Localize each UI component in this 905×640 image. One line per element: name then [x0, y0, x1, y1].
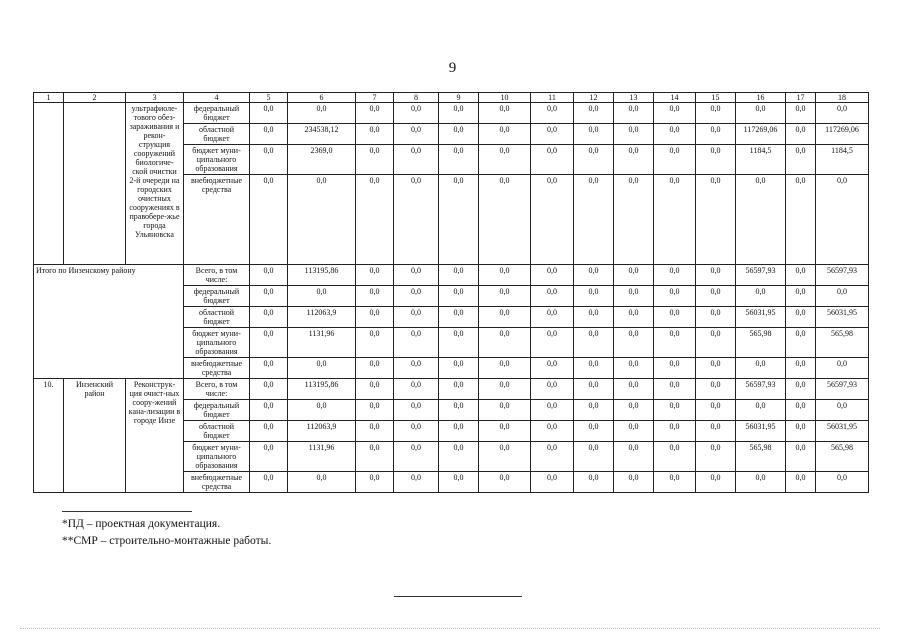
value-cell-col-15: 0,0	[696, 400, 736, 421]
funding-source-label: областной бюджет	[184, 124, 250, 145]
value-cell-col-7: 0,0	[356, 379, 394, 400]
row-number-cell	[34, 103, 64, 265]
value-cell-col-12: 0,0	[574, 379, 614, 400]
value-cell-col-10: 0,0	[479, 442, 531, 472]
funding-source-label: внебюджетные средства	[184, 472, 250, 493]
value-cell-col-16: 565,98	[736, 442, 786, 472]
value-cell-col-9: 0,0	[439, 421, 479, 442]
value-cell-col-11: 0,0	[531, 286, 574, 307]
value-cell-col-14: 0,0	[654, 421, 696, 442]
value-cell-col-16: 56597,93	[736, 265, 786, 286]
value-cell-col-12: 0,0	[574, 175, 614, 265]
value-cell-col-9: 0,0	[439, 328, 479, 358]
value-cell-col-8: 0,0	[394, 145, 439, 175]
value-cell-col-7: 0,0	[356, 145, 394, 175]
value-cell-col-15: 0,0	[696, 175, 736, 265]
value-cell-col-13: 0,0	[614, 265, 654, 286]
value-cell-col-18: 0,0	[816, 103, 869, 124]
value-cell-col-6: 0,0	[288, 175, 356, 265]
value-cell-col-17: 0,0	[786, 145, 816, 175]
value-cell-col-5: 0,0	[250, 286, 288, 307]
value-cell-col-8: 0,0	[394, 265, 439, 286]
value-cell-col-12: 0,0	[574, 442, 614, 472]
column-number: 15	[696, 93, 736, 103]
value-cell-col-14: 0,0	[654, 358, 696, 379]
value-cell-col-7: 0,0	[356, 307, 394, 328]
value-cell-col-10: 0,0	[479, 472, 531, 493]
value-cell-col-14: 0,0	[654, 472, 696, 493]
value-cell-col-13: 0,0	[614, 400, 654, 421]
value-cell-col-14: 0,0	[654, 307, 696, 328]
value-cell-col-6: 2369,0	[288, 145, 356, 175]
value-cell-col-15: 0,0	[696, 328, 736, 358]
value-cell-col-15: 0,0	[696, 421, 736, 442]
value-cell-col-18: 0,0	[816, 472, 869, 493]
value-cell-col-7: 0,0	[356, 286, 394, 307]
value-cell-col-13: 0,0	[614, 328, 654, 358]
value-cell-col-18: 56031,95	[816, 421, 869, 442]
value-cell-col-15: 0,0	[696, 145, 736, 175]
value-cell-col-6: 0,0	[288, 400, 356, 421]
value-cell-col-8: 0,0	[394, 175, 439, 265]
row-number-cell: 10.	[34, 379, 64, 493]
table-row	[34, 379, 869, 400]
value-cell-col-6: 112063,9	[288, 421, 356, 442]
value-cell-col-10: 0,0	[479, 124, 531, 145]
value-cell-col-17: 0,0	[786, 124, 816, 145]
value-cell-col-13: 0,0	[614, 175, 654, 265]
value-cell-col-15: 0,0	[696, 103, 736, 124]
value-cell-col-7: 0,0	[356, 400, 394, 421]
column-number: 10	[479, 93, 531, 103]
value-cell-col-7: 0,0	[356, 265, 394, 286]
value-cell-col-17: 0,0	[786, 307, 816, 328]
value-cell-col-12: 0,0	[574, 124, 614, 145]
value-cell-col-12: 0,0	[574, 286, 614, 307]
value-cell-col-7: 0,0	[356, 124, 394, 145]
value-cell-col-8: 0,0	[394, 307, 439, 328]
value-cell-col-18: 565,98	[816, 328, 869, 358]
value-cell-col-9: 0,0	[439, 145, 479, 175]
value-cell-col-15: 0,0	[696, 358, 736, 379]
value-cell-col-11: 0,0	[531, 307, 574, 328]
value-cell-col-16: 1184,5	[736, 145, 786, 175]
value-cell-col-15: 0,0	[696, 442, 736, 472]
value-cell-col-8: 0,0	[394, 472, 439, 493]
value-cell-col-10: 0,0	[479, 358, 531, 379]
value-cell-col-16: 0,0	[736, 358, 786, 379]
value-cell-col-16: 0,0	[736, 175, 786, 265]
value-cell-col-16: 56597,93	[736, 379, 786, 400]
value-cell-col-18: 0,0	[816, 175, 869, 265]
value-cell-col-15: 0,0	[696, 265, 736, 286]
value-cell-col-17: 0,0	[786, 358, 816, 379]
value-cell-col-10: 0,0	[479, 175, 531, 265]
value-cell-col-13: 0,0	[614, 103, 654, 124]
value-cell-col-13: 0,0	[614, 358, 654, 379]
value-cell-col-14: 0,0	[654, 286, 696, 307]
footnotes	[62, 516, 271, 550]
value-cell-col-18: 117269,06	[816, 124, 869, 145]
value-cell-col-11: 0,0	[531, 103, 574, 124]
column-number: 2	[64, 93, 126, 103]
value-cell-col-18: 1184,5	[816, 145, 869, 175]
value-cell-col-16: 0,0	[736, 286, 786, 307]
value-cell-col-11: 0,0	[531, 145, 574, 175]
value-cell-col-6: 234538,12	[288, 124, 356, 145]
column-number: 18	[816, 93, 869, 103]
value-cell-col-11: 0,0	[531, 472, 574, 493]
value-cell-col-8: 0,0	[394, 379, 439, 400]
column-number: 17	[786, 93, 816, 103]
value-cell-col-18: 0,0	[816, 358, 869, 379]
value-cell-col-12: 0,0	[574, 328, 614, 358]
value-cell-col-9: 0,0	[439, 358, 479, 379]
value-cell-col-5: 0,0	[250, 103, 288, 124]
column-number: 13	[614, 93, 654, 103]
value-cell-col-17: 0,0	[786, 400, 816, 421]
value-cell-col-17: 0,0	[786, 472, 816, 493]
value-cell-col-5: 0,0	[250, 358, 288, 379]
value-cell-col-11: 0,0	[531, 400, 574, 421]
value-cell-col-13: 0,0	[614, 442, 654, 472]
value-cell-col-10: 0,0	[479, 265, 531, 286]
value-cell-col-10: 0,0	[479, 286, 531, 307]
value-cell-col-8: 0,0	[394, 328, 439, 358]
value-cell-col-15: 0,0	[696, 379, 736, 400]
value-cell-col-18: 0,0	[816, 400, 869, 421]
value-cell-col-10: 0,0	[479, 400, 531, 421]
value-cell-col-14: 0,0	[654, 103, 696, 124]
value-cell-col-18: 0,0	[816, 286, 869, 307]
value-cell-col-8: 0,0	[394, 442, 439, 472]
funding-source-label: федеральный бюджет	[184, 286, 250, 307]
value-cell-col-9: 0,0	[439, 442, 479, 472]
district-cell	[64, 103, 126, 265]
funding-source-label: областной бюджет	[184, 307, 250, 328]
value-cell-col-17: 0,0	[786, 328, 816, 358]
column-number: 7	[356, 93, 394, 103]
value-cell-col-7: 0,0	[356, 328, 394, 358]
value-cell-col-18: 56597,93	[816, 379, 869, 400]
value-cell-col-9: 0,0	[439, 286, 479, 307]
budget-table	[33, 92, 869, 493]
value-cell-col-8: 0,0	[394, 358, 439, 379]
value-cell-col-12: 0,0	[574, 400, 614, 421]
value-cell-col-9: 0,0	[439, 307, 479, 328]
value-cell-col-13: 0,0	[614, 124, 654, 145]
funding-source-label: бюджет муни-ципального образования	[184, 328, 250, 358]
footnote-smr: **СМР – строительно-монтажные работы.	[62, 535, 272, 547]
value-cell-col-12: 0,0	[574, 103, 614, 124]
value-cell-col-13: 0,0	[614, 145, 654, 175]
value-cell-col-6: 0,0	[288, 286, 356, 307]
value-cell-col-14: 0,0	[654, 175, 696, 265]
closing-rule	[394, 596, 522, 597]
district-total-title: Итого по Инзенскому району	[34, 265, 184, 379]
value-cell-col-10: 0,0	[479, 421, 531, 442]
column-number: 14	[654, 93, 696, 103]
value-cell-col-8: 0,0	[394, 286, 439, 307]
value-cell-col-15: 0,0	[696, 472, 736, 493]
value-cell-col-16: 56031,95	[736, 421, 786, 442]
column-number: 16	[736, 93, 786, 103]
value-cell-col-14: 0,0	[654, 379, 696, 400]
value-cell-col-6: 112063,9	[288, 307, 356, 328]
value-cell-col-10: 0,0	[479, 307, 531, 328]
value-cell-col-11: 0,0	[531, 421, 574, 442]
value-cell-col-14: 0,0	[654, 265, 696, 286]
value-cell-col-9: 0,0	[439, 379, 479, 400]
value-cell-col-16: 117269,06	[736, 124, 786, 145]
funding-source-label: областной бюджет	[184, 421, 250, 442]
value-cell-col-5: 0,0	[250, 421, 288, 442]
funding-source-label: бюджет муни-ципального образования	[184, 145, 250, 175]
value-cell-col-6: 0,0	[288, 472, 356, 493]
value-cell-col-7: 0,0	[356, 103, 394, 124]
value-cell-col-13: 0,0	[614, 379, 654, 400]
value-cell-col-7: 0,0	[356, 358, 394, 379]
value-cell-col-12: 0,0	[574, 307, 614, 328]
value-cell-col-11: 0,0	[531, 442, 574, 472]
column-number: 11	[531, 93, 574, 103]
value-cell-col-14: 0,0	[654, 328, 696, 358]
value-cell-col-12: 0,0	[574, 421, 614, 442]
value-cell-col-15: 0,0	[696, 286, 736, 307]
column-number: 4	[184, 93, 250, 103]
column-number: 5	[250, 93, 288, 103]
value-cell-col-12: 0,0	[574, 358, 614, 379]
value-cell-col-8: 0,0	[394, 421, 439, 442]
value-cell-col-13: 0,0	[614, 307, 654, 328]
value-cell-col-5: 0,0	[250, 400, 288, 421]
value-cell-col-7: 0,0	[356, 472, 394, 493]
object-description: ультрафиоле-тового обез-зараживания и рекон-струкция сооружений биологиче-ской очистки 2-й очереди на городских очистных сооружениях в правобере-жье города Ульяновска	[126, 103, 184, 265]
value-cell-col-16: 0,0	[736, 400, 786, 421]
funding-source-label: внебюджетные средства	[184, 358, 250, 379]
funding-source-label: федеральный бюджет	[184, 103, 250, 124]
value-cell-col-17: 0,0	[786, 175, 816, 265]
value-cell-col-13: 0,0	[614, 421, 654, 442]
value-cell-col-5: 0,0	[250, 145, 288, 175]
scan-edge-line	[20, 628, 880, 629]
value-cell-col-6: 1131,96	[288, 442, 356, 472]
value-cell-col-16: 565,98	[736, 328, 786, 358]
table-row	[34, 265, 869, 286]
value-cell-col-10: 0,0	[479, 328, 531, 358]
funding-source-label: Всего, в том числе:	[184, 379, 250, 400]
value-cell-col-17: 0,0	[786, 442, 816, 472]
footnote-pd: *ПД – проектная документация.	[62, 518, 221, 530]
value-cell-col-6: 113195,86	[288, 265, 356, 286]
page-number: 9	[448, 60, 457, 76]
column-number: 12	[574, 93, 614, 103]
value-cell-col-17: 0,0	[786, 265, 816, 286]
value-cell-col-15: 0,0	[696, 124, 736, 145]
value-cell-col-6: 113195,86	[288, 379, 356, 400]
table-row	[34, 103, 869, 124]
value-cell-col-18: 56597,93	[816, 265, 869, 286]
column-number: 6	[288, 93, 356, 103]
value-cell-col-9: 0,0	[439, 103, 479, 124]
value-cell-col-16: 56031,95	[736, 307, 786, 328]
value-cell-col-11: 0,0	[531, 358, 574, 379]
value-cell-col-17: 0,0	[786, 421, 816, 442]
value-cell-col-11: 0,0	[531, 328, 574, 358]
column-number: 1	[34, 93, 64, 103]
value-cell-col-6: 1131,96	[288, 328, 356, 358]
footnote-divider	[62, 511, 192, 512]
value-cell-col-5: 0,0	[250, 265, 288, 286]
value-cell-col-14: 0,0	[654, 124, 696, 145]
value-cell-col-5: 0,0	[250, 328, 288, 358]
value-cell-col-18: 56031,95	[816, 307, 869, 328]
value-cell-col-5: 0,0	[250, 124, 288, 145]
value-cell-col-8: 0,0	[394, 124, 439, 145]
value-cell-col-16: 0,0	[736, 472, 786, 493]
value-cell-col-9: 0,0	[439, 124, 479, 145]
value-cell-col-7: 0,0	[356, 175, 394, 265]
value-cell-col-10: 0,0	[479, 145, 531, 175]
value-cell-col-7: 0,0	[356, 421, 394, 442]
value-cell-col-9: 0,0	[439, 472, 479, 493]
value-cell-col-14: 0,0	[654, 145, 696, 175]
value-cell-col-18: 565,98	[816, 442, 869, 472]
value-cell-col-8: 0,0	[394, 400, 439, 421]
value-cell-col-15: 0,0	[696, 307, 736, 328]
value-cell-col-13: 0,0	[614, 472, 654, 493]
value-cell-col-5: 0,0	[250, 307, 288, 328]
value-cell-col-12: 0,0	[574, 265, 614, 286]
value-cell-col-5: 0,0	[250, 442, 288, 472]
value-cell-col-5: 0,0	[250, 175, 288, 265]
value-cell-col-9: 0,0	[439, 265, 479, 286]
value-cell-col-8: 0,0	[394, 103, 439, 124]
value-cell-col-17: 0,0	[786, 286, 816, 307]
column-number: 3	[126, 93, 184, 103]
value-cell-col-5: 0,0	[250, 379, 288, 400]
value-cell-col-10: 0,0	[479, 379, 531, 400]
value-cell-col-17: 0,0	[786, 103, 816, 124]
district-cell: Инзенский район	[64, 379, 126, 493]
value-cell-col-11: 0,0	[531, 379, 574, 400]
value-cell-col-5: 0,0	[250, 472, 288, 493]
value-cell-col-10: 0,0	[479, 103, 531, 124]
value-cell-col-9: 0,0	[439, 400, 479, 421]
funding-source-label: бюджет муни-ципального образования	[184, 442, 250, 472]
value-cell-col-7: 0,0	[356, 442, 394, 472]
column-number: 9	[439, 93, 479, 103]
value-cell-col-12: 0,0	[574, 145, 614, 175]
value-cell-col-9: 0,0	[439, 175, 479, 265]
object-description: Реконструк-ция очист-ных соору-жений кана-лизации в городе Инзе	[126, 379, 184, 493]
value-cell-col-11: 0,0	[531, 265, 574, 286]
funding-source-label: Всего, в том числе:	[184, 265, 250, 286]
column-number-row	[34, 93, 869, 103]
value-cell-col-14: 0,0	[654, 442, 696, 472]
value-cell-col-12: 0,0	[574, 472, 614, 493]
value-cell-col-14: 0,0	[654, 400, 696, 421]
value-cell-col-13: 0,0	[614, 286, 654, 307]
funding-source-label: внебюджетные средства	[184, 175, 250, 265]
value-cell-col-6: 0,0	[288, 103, 356, 124]
funding-source-label: федеральный бюджет	[184, 400, 250, 421]
value-cell-col-17: 0,0	[786, 379, 816, 400]
value-cell-col-16: 0,0	[736, 103, 786, 124]
column-number: 8	[394, 93, 439, 103]
value-cell-col-11: 0,0	[531, 175, 574, 265]
value-cell-col-6: 0,0	[288, 358, 356, 379]
value-cell-col-11: 0,0	[531, 124, 574, 145]
